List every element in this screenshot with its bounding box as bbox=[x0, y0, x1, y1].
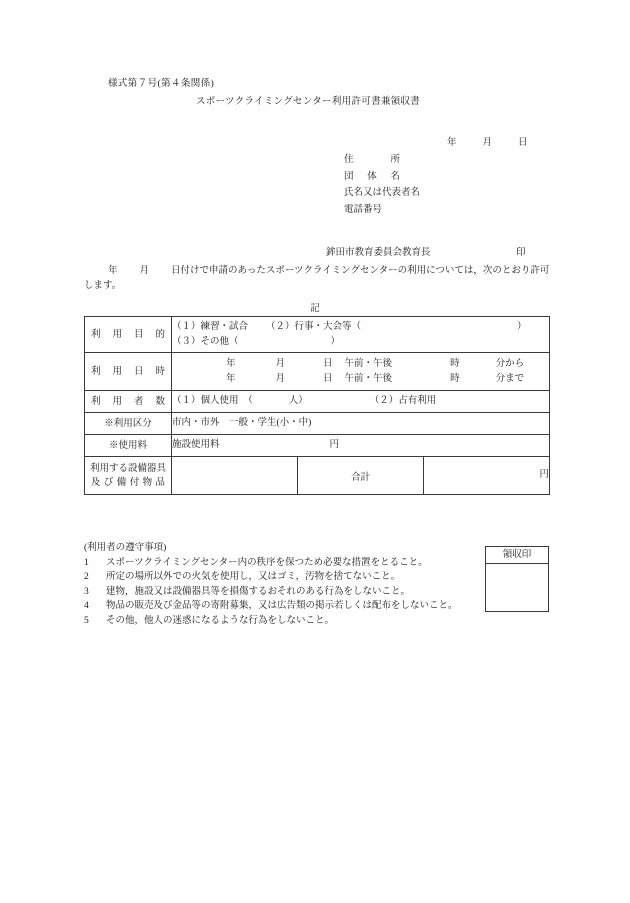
purpose-option-3: （３）その他（ bbox=[172, 336, 239, 347]
datetime-start-line bbox=[172, 357, 549, 372]
row-value-user-count bbox=[172, 391, 550, 413]
rule-text: その他，他人の迷惑になるような行為をしないこと。 bbox=[106, 615, 335, 626]
rule-text: スポーツクライミングセンター内の秩序を保つため必要な措置をとること。 bbox=[106, 557, 428, 568]
equipment-total-label: 合計 bbox=[298, 457, 424, 495]
start-year: 年 bbox=[226, 358, 236, 369]
rule-text: 建物，施設又は設備器具等を損傷するおそれのある行為をしないこと。 bbox=[106, 586, 411, 597]
end-day: 日 bbox=[323, 373, 333, 384]
datetime-end-line bbox=[172, 372, 549, 387]
equipment-entry-area[interactable] bbox=[172, 457, 298, 495]
issue-date-line bbox=[447, 134, 528, 148]
fee-item-label: 施設使用料 bbox=[172, 440, 220, 450]
row-value-purpose bbox=[172, 317, 550, 353]
user-count-unit: 人） bbox=[288, 396, 308, 406]
list-item bbox=[84, 570, 458, 585]
ki-marker: 記 bbox=[310, 304, 320, 314]
issuer-seal-mark: 印 bbox=[516, 248, 526, 258]
end-hour: 時 bbox=[450, 373, 460, 384]
list-item bbox=[84, 599, 458, 614]
issue-date-year: 年 bbox=[447, 138, 457, 148]
rule-text: 物品の販売及び金品等の寄附募集，又は広告類の掲示若しくは配布をしないこと。 bbox=[106, 601, 458, 612]
row-value-fee bbox=[172, 435, 550, 457]
purpose-option-2-close: ） bbox=[517, 321, 527, 332]
paragraph-text: 日付けで申請のあったスポーツクライミングセンターの利用については，次のとおり許可します。 bbox=[84, 266, 550, 291]
list-item bbox=[84, 556, 458, 571]
applicant-name-label: 氏名又は代表者名 bbox=[344, 188, 421, 198]
start-hour: 時 bbox=[450, 358, 460, 369]
receipt-seal-label: 領収印 bbox=[486, 547, 548, 564]
start-month: 月 bbox=[275, 358, 286, 369]
permission-paragraph bbox=[84, 264, 550, 294]
document-title: スポーツクライミングセンター利用許可書兼領収書 bbox=[196, 97, 421, 107]
table-row-purpose bbox=[85, 317, 550, 353]
applicant-group-label: 団 体 名 bbox=[344, 171, 400, 182]
user-count-option-1: （１）個人使用 （ bbox=[172, 396, 253, 406]
row-label-fee: ※使用料 bbox=[85, 435, 172, 457]
equipment-label-line-2: 及び備付物品 bbox=[91, 477, 165, 488]
row-value-datetime bbox=[172, 353, 550, 391]
paragraph-month: 月 bbox=[139, 266, 150, 276]
list-item bbox=[84, 585, 458, 600]
equipment-label-line-1: 利用する設備器具 bbox=[89, 463, 166, 474]
user-rules-section bbox=[84, 541, 458, 629]
end-ampm: 午前・午後 bbox=[344, 373, 393, 384]
rule-text: 所定の場所以外での火気を使用し，又はゴミ，汚物を捨てないこと。 bbox=[106, 572, 401, 583]
table-row-equipment bbox=[85, 457, 550, 495]
rule-number: 1 bbox=[84, 557, 89, 568]
user-count-option-2: （２）占有利用 bbox=[369, 396, 437, 406]
row-label-datetime: 利用日時 bbox=[85, 353, 172, 391]
rule-number: 2 bbox=[84, 572, 89, 583]
purpose-line-1 bbox=[172, 320, 549, 335]
row-value-user-class: 市内・市外 一般・学生(小・中) bbox=[172, 413, 550, 435]
issue-date-day: 日 bbox=[518, 138, 528, 148]
row-label-equipment bbox=[85, 457, 172, 495]
table-row-datetime bbox=[85, 353, 550, 391]
end-minute: 分まで bbox=[495, 373, 525, 384]
applicant-address-label: 住 所 bbox=[344, 155, 400, 165]
form-number: 様式第７号(第４条関係) bbox=[108, 79, 215, 89]
rule-number: 5 bbox=[84, 615, 89, 626]
applicant-block bbox=[344, 152, 420, 218]
end-year: 年 bbox=[226, 373, 236, 384]
end-month: 月 bbox=[275, 373, 286, 384]
purpose-line-2 bbox=[172, 335, 549, 350]
row-label-user-count: 利用者数 bbox=[85, 391, 172, 413]
purpose-option-3-close: ） bbox=[330, 336, 341, 347]
rule-number: 4 bbox=[84, 601, 89, 612]
purpose-option-2: （２）行事・大会等（ bbox=[266, 321, 362, 332]
receipt-seal-box bbox=[485, 546, 549, 612]
row-label-purpose: 利用目的 bbox=[85, 317, 172, 353]
receipt-seal-area[interactable] bbox=[486, 564, 548, 612]
fee-currency-unit: 円 bbox=[329, 440, 340, 450]
applicant-phone-label: 電話番号 bbox=[344, 204, 383, 215]
purpose-option-1: （１）練習・試合 bbox=[172, 321, 249, 332]
rules-title: (利用者の遵守事項) bbox=[84, 543, 167, 553]
issue-date-month: 月 bbox=[482, 138, 493, 148]
start-day: 日 bbox=[323, 358, 333, 369]
equipment-total-amount: 円 bbox=[424, 457, 550, 495]
rule-number: 3 bbox=[84, 586, 89, 597]
table-row-user-count bbox=[85, 391, 550, 413]
rules-list bbox=[84, 556, 458, 629]
list-item bbox=[84, 614, 458, 629]
permission-details-table bbox=[84, 316, 550, 495]
table-row-user-class bbox=[85, 413, 550, 435]
start-minute: 分から bbox=[495, 358, 525, 369]
issuing-authority: 鉾田市教育委員会教育長 bbox=[326, 248, 431, 258]
paragraph-year: 年 bbox=[108, 266, 118, 276]
table-row-fee bbox=[85, 435, 550, 457]
row-label-user-class: ※利用区分 bbox=[85, 413, 172, 435]
start-ampm: 午前・午後 bbox=[344, 358, 393, 369]
